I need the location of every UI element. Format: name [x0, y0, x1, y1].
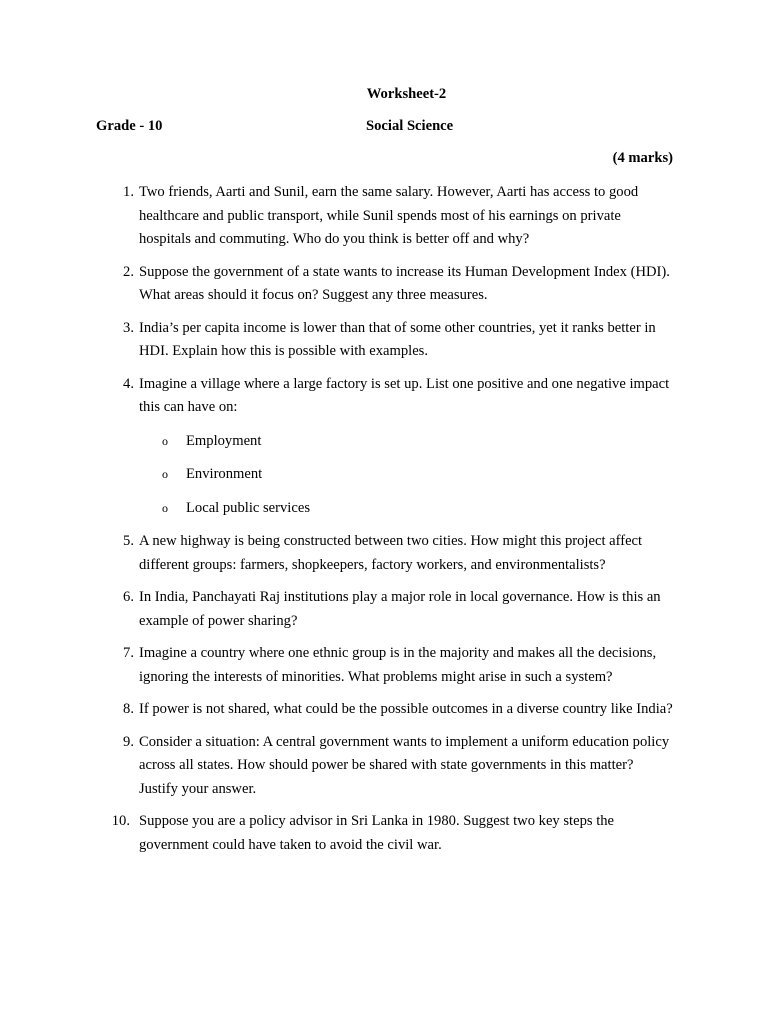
grade-label: Grade - 10: [96, 118, 163, 134]
sub-item-text: Employment: [186, 432, 262, 449]
question-number: 4.: [123, 375, 134, 392]
question-item: [96, 181, 676, 252]
sub-item-text: Environment: [186, 466, 263, 482]
question-item: [96, 373, 676, 521]
question-text: Two friends, Aarti and Sunil, earn the same salary. However, Aarti has access to good healthcare and public transport, while Sunil spends most of his earnings on private hospitals and commuting. Who do you think is better off and why?: [139, 184, 639, 247]
question-item: [96, 261, 676, 308]
question-text: In India, Panchayati Raj institutions play a major role in local governance. How is this an example of power sharing?: [139, 589, 661, 629]
header-row: [96, 118, 673, 138]
question-text: India’s per capita income is lower than that of some other countries, yet it ranks better in HDI. Explain how this is possible with examples.: [139, 319, 656, 359]
question-item: [96, 642, 676, 689]
question-item: [96, 530, 676, 577]
question-number: 5.: [123, 533, 134, 549]
question-number: 7.: [123, 645, 134, 661]
question-number: 2.: [123, 263, 134, 280]
question-text: Suppose you are a policy advisor in Sri Lanka in 1980. Suggest two key steps the government could have taken to avoid the civil war.: [139, 813, 615, 853]
question-text: Imagine a country where one ethnic group is in the majority and makes all the decisions, ignoring the interests of minorities. What problems might arise in such a system?: [139, 645, 657, 685]
question-number: 10.: [111, 813, 130, 829]
question-number: 9.: [123, 733, 134, 750]
question-text: If power is not shared, what could be the possible outcomes in a diverse country like India?: [139, 701, 673, 717]
sub-item-list: [139, 430, 676, 521]
question-text: Consider a situation: A central government wants to implement a uniform education policy across all states. How should power be shared with state governments in this matter? Justify your answer.: [139, 733, 670, 797]
question-text: Suppose the government of a state wants to increase its Human Development Index (HDI). What areas should it focus on? Suggest any three measures.: [139, 263, 670, 303]
sub-item: [139, 497, 676, 521]
question-item: [96, 586, 676, 633]
question-item: [96, 810, 676, 857]
question-number: 8.: [123, 701, 134, 717]
question-number: 1.: [123, 184, 134, 200]
question-item: [96, 317, 676, 364]
question-text: Imagine a village where a large factory is set up. List one positive and one negative impact this can have on:: [139, 375, 670, 415]
circle-bullet-icon: o: [162, 500, 168, 515]
question-item: [96, 698, 676, 722]
sub-item: [139, 463, 676, 487]
marks-label: (4 marks): [612, 150, 673, 166]
question-number: 6.: [123, 589, 134, 605]
sub-item: [139, 430, 676, 454]
question-list: [96, 181, 676, 866]
circle-bullet-icon: o: [162, 467, 168, 481]
circle-bullet-icon: o: [162, 433, 168, 448]
question-text: A new highway is being constructed between two cities. How might this project affect different groups: farmers, shopkeepers, factory workers, and environmentalists?: [139, 533, 643, 573]
worksheet-title: Worksheet-2: [366, 86, 447, 102]
sub-item-text: Local public services: [186, 499, 310, 516]
question-number: 3.: [123, 319, 134, 336]
subject-label: Social Science: [366, 118, 454, 134]
question-item: [96, 731, 676, 802]
